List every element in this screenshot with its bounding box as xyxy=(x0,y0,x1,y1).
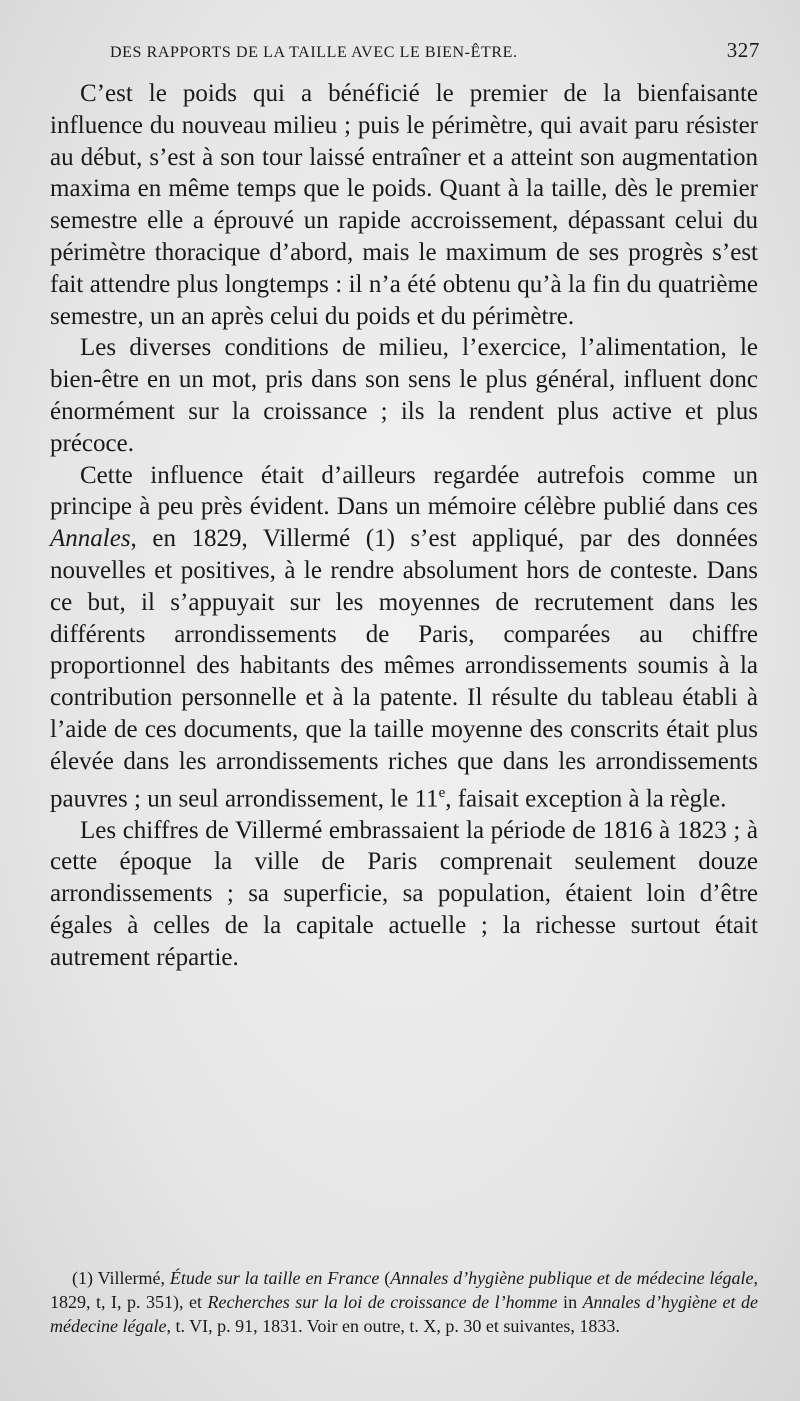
body-text xyxy=(50,78,758,974)
footnote-sep-1: ( xyxy=(379,1268,391,1288)
paragraph-2: Les diverses conditions de milieu, l’exercice, l’alimentation, le bien-être en un mot, pris dans son sens le plus général, influent donc énormément sur la croissance ; ils la rendent plus active et plus précoce. xyxy=(50,334,758,457)
paragraph-3 xyxy=(50,460,758,815)
footnote xyxy=(50,1266,758,1338)
running-title: DES RAPPORTS DE LA TAILLE AVEC LE BIEN-ÊTRE. xyxy=(110,44,518,61)
footnote-title-2: Recherches sur la loi de croissance de l’homme xyxy=(207,1292,558,1312)
footnote-1 xyxy=(50,1266,758,1338)
running-head xyxy=(110,38,760,68)
footnote-journal-2: Annales d’hygiène et de médecine légale xyxy=(50,1292,758,1336)
annales-italic: Annales xyxy=(50,525,131,553)
paragraph-3-part-1: Cette influence était d’ailleurs regardée autrefois comme un principe à peu près évident. Dans un mémoire célèbre publié dans ces xyxy=(50,461,758,521)
paragraph-3-part-2: , en 1829, Villermé (1) s’est appliqué, par des données nouvelles et positives, à le rendre absolument hors de conteste. Dans ce but, il s’appuyait sur les moyennes de recrutement dans les différents arrondissements de Paris, comparées au chiffre proportionnel des habitants des mêmes arrondissements soumis à la contribution personnelle et à la patente. Il résulte du tableau établi à l’aide de ces documents, que la taille moyenne des conscrits était plus élevée dans les arrondissements riches que dans les arrondissements pauvres ; un seul arrondissement, le 11 xyxy=(50,525,758,812)
page-number: 327 xyxy=(726,38,760,62)
paragraph-1: C’est le poids qui a bénéficié le premier de la bienfaisante influence du nouveau milieu ; puis le périmètre, qui avait paru résister au début, s’est à son tour laissé entraîner et a atteint son augmentation maxima en même temps que le poids. Quant à la taille, dès le premier semestre elle a éprouvé un rapide accroissement, dépassant celui du périmètre thoracique d’abord, mais le maximum de ses progrès s’est fait attendre plus longtemps : il n’a été obtenu qu’à la fin du quatrième semestre, un an après celui du poids et du périmètre. xyxy=(50,80,758,330)
ordinal-superscript: e xyxy=(438,784,446,801)
footnote-sep-2: in xyxy=(557,1292,583,1312)
footnote-journal-1: Annales d’hygiène publique et de médecine légale xyxy=(390,1268,754,1288)
footnote-marker: (1) xyxy=(72,1268,98,1288)
footnote-title-1: Étude sur la taille en France xyxy=(169,1268,380,1288)
footnote-ref-2: , t. VI, p. 91, 1831. Voir en outre, t. X, p. 30 et suivantes, 1833. xyxy=(166,1316,620,1336)
paragraph-3-part-3: , faisait exception à la règle. xyxy=(445,784,727,812)
footnote-author: Villermé, xyxy=(97,1268,170,1288)
paragraph-4: Les chiffres de Villermé embrassaient la période de 1816 à 1823 ; à cette époque la ville de Paris comprenait seulement douze arrondissements ; sa superficie, sa population, étaient loin d’être égales à celles de la capitale actuelle ; la richesse surtout était autrement répartie. xyxy=(50,816,758,971)
footnote-ref-1: , 1829, t, I, p. 351), et xyxy=(50,1268,758,1312)
